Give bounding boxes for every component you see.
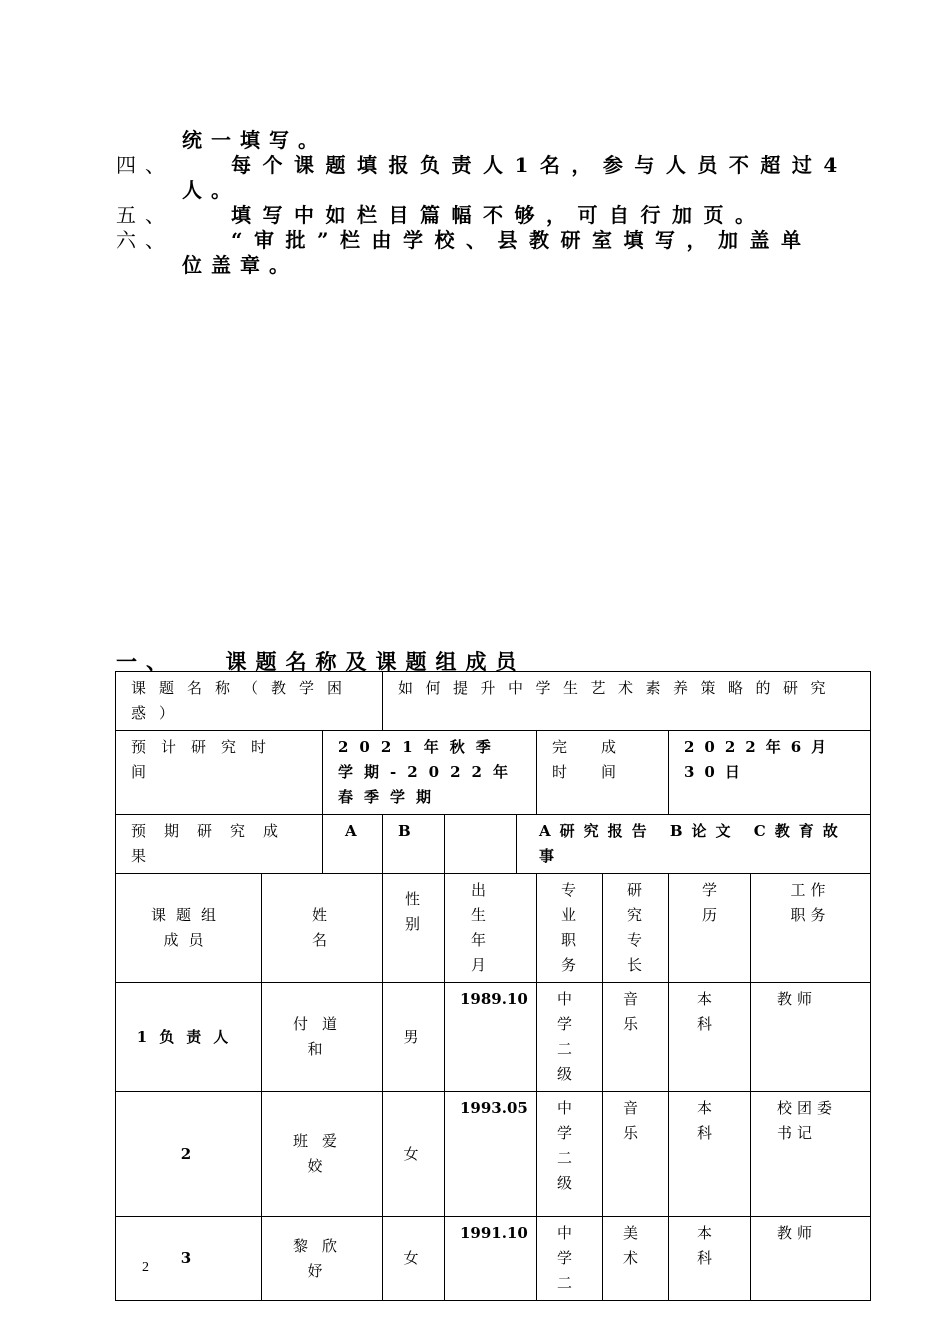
member-job: 教师: [751, 1217, 871, 1301]
member-gender: 男: [383, 983, 445, 1092]
header-specialty: 研究专长: [603, 874, 669, 983]
member-birth: 1989.10: [445, 983, 537, 1092]
member-job: 校团委书记: [751, 1092, 871, 1217]
header-member: 课题组成员: [116, 874, 262, 983]
header-education: 学历: [669, 874, 751, 983]
member-title: 中学二: [537, 1217, 603, 1301]
member-name: 付道和: [262, 983, 383, 1092]
member-row: [116, 1217, 871, 1301]
section-title: 一、 课题名称及课题组成员: [116, 649, 526, 674]
completion-time-value: 2022年6月30日: [669, 731, 871, 815]
note-7-number: 六、: [116, 228, 174, 252]
member-job: 教师: [751, 983, 871, 1092]
member-education: 本科: [669, 1092, 751, 1217]
member-specialty: 音乐: [603, 983, 669, 1092]
header-birth: 出生年月: [445, 874, 537, 983]
project-name-value: 如何提升中学生艺术素养策略的研究: [383, 672, 871, 731]
header-name: 姓名: [262, 874, 383, 983]
row-expected-results: [116, 815, 871, 874]
row-project-name: [116, 672, 871, 731]
research-time-value: 2021年秋季学期-2022年春季学期: [323, 731, 537, 815]
note-5-number: 四、: [116, 153, 174, 177]
note-7-continuation: 位盖章。: [182, 253, 298, 277]
research-time-label: 预计研究时间: [116, 731, 323, 815]
project-name-label: 课题名称（教学困惑）: [116, 672, 383, 731]
member-specialty: 音乐: [603, 1092, 669, 1217]
member-title: 中学二级: [537, 1092, 603, 1217]
member-role: 3: [116, 1217, 262, 1301]
expected-results-options: A研究报告 B论文 C教育故事: [517, 815, 871, 874]
member-gender: 女: [383, 1092, 445, 1217]
member-name: 班爱姣: [262, 1092, 383, 1217]
member-name: 黎欣妤: [262, 1217, 383, 1301]
member-birth: 1993.05: [445, 1092, 537, 1217]
header-job: 工作职务: [751, 874, 871, 983]
member-education: 本科: [669, 1217, 751, 1301]
note-5-text: 每个课题填报负责人1名，参与人员不超过4: [231, 153, 849, 177]
member-title: 中学二级: [537, 983, 603, 1092]
page-number: 2: [142, 1260, 149, 1275]
member-specialty: 美术: [603, 1217, 669, 1301]
member-role: 2: [116, 1092, 262, 1217]
row-research-time: [116, 731, 871, 815]
note-5-continuation: 人。: [182, 178, 240, 202]
header-title: 专业职务: [537, 874, 603, 983]
header-gender: 性别: [383, 874, 445, 983]
row-member-headers: [116, 874, 871, 983]
member-birth: 1991.10: [445, 1217, 537, 1301]
member-role: 1负责人: [116, 983, 262, 1092]
member-gender: 女: [383, 1217, 445, 1301]
member-education: 本科: [669, 983, 751, 1092]
note-line-1: 统一填写。: [182, 128, 327, 152]
note-6-number: 五、: [116, 203, 174, 227]
note-7-text: “审批”栏由学校、县教研室填写，加盖单: [231, 228, 813, 252]
project-members-table: [115, 671, 871, 1301]
note-6-text: 填写中如栏目篇幅不够，可自行加页。: [231, 203, 767, 227]
expected-results-option-blank: [445, 815, 517, 874]
member-row: [116, 983, 871, 1092]
expected-results-option-a: A: [323, 815, 383, 874]
expected-results-option-b: B: [383, 815, 445, 874]
completion-time-label: 完成时间: [537, 731, 669, 815]
expected-results-label: 预期研究成果: [116, 815, 323, 874]
member-row: [116, 1092, 871, 1217]
